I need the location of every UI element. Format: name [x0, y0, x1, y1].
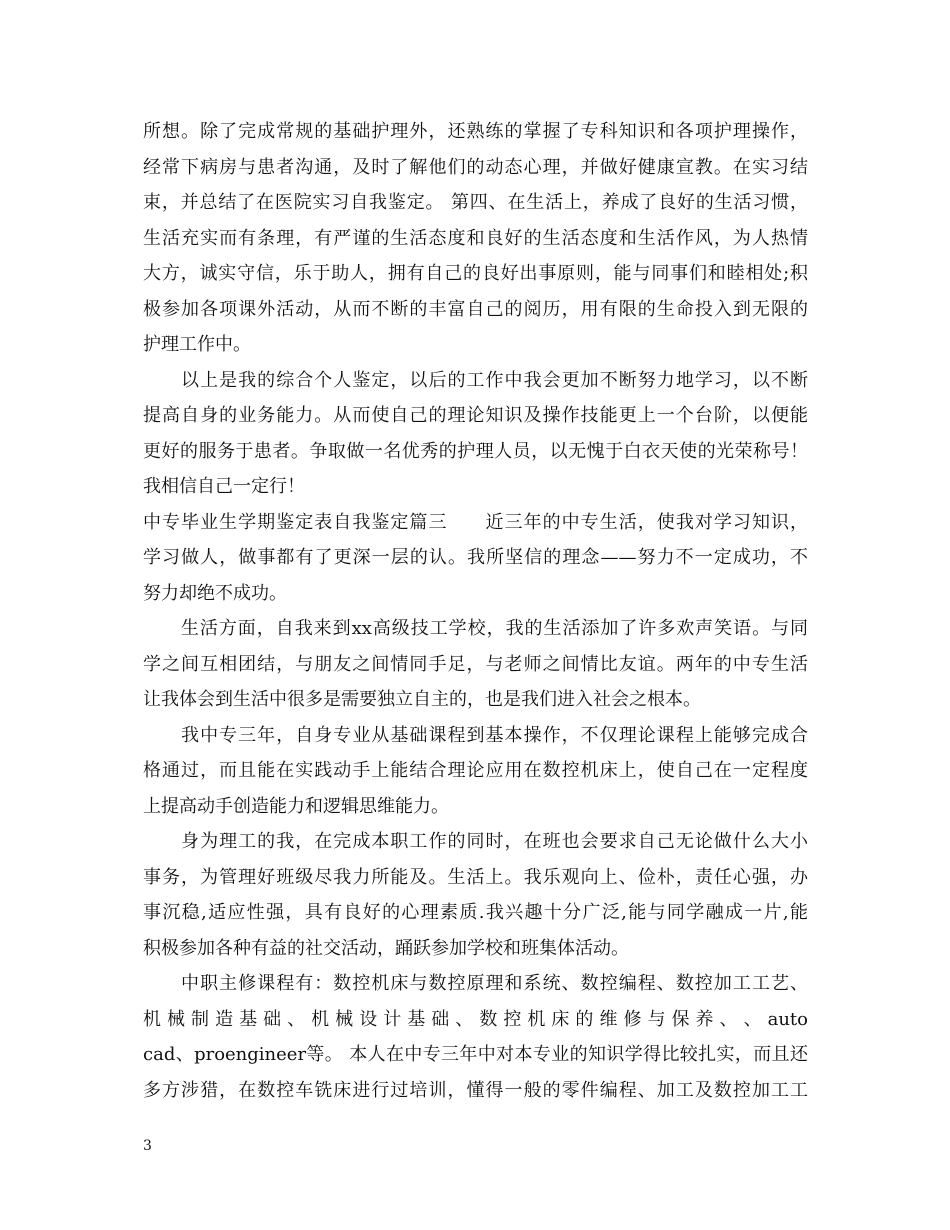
- text-line: 机 械 制 造 基 础 、 机 械 设 计 基 础 、 数 控 机 床 的 维 修 与 保 养 、 、 auto: [143, 1008, 808, 1030]
- text-line: 我中专三年，自身专业从基础课程到基本操作，不仅理论课程上能够完成合: [143, 724, 808, 746]
- text-line: 更好的服务于患者。争取做一名优秀的护理人员，以无愧于白衣天使的光荣称号！: [143, 440, 808, 462]
- text-line: 护理工作中。: [143, 334, 251, 355]
- text-line: 以上是我的综合个人鉴定，以后的工作中我会更加不断努力地学习，以不断: [143, 369, 808, 391]
- text-line: 提高自身的业务能力。从而使自己的理论知识及操作技能更上一个台阶，以便能: [143, 405, 808, 426]
- text-line: 上提高动手创造能力和逻辑思维能力。: [143, 795, 449, 817]
- text-line: 极参加各项课外活动，从而不断的丰富自己的阅历，用有限的生命投入到无限的: [143, 298, 808, 320]
- text-line: 身为理工的我，在完成本职工作的同时，在班也会要求自己无论做什么大小: [143, 831, 808, 852]
- text-line: 所想。除了完成常规的基础护理外，还熟练的掌握了专科知识和各项护理操作，: [143, 121, 808, 142]
- text-line: cad、proengineer等。 本人在中专三年中对本专业的知识学得比较扎实，而且还: [143, 1044, 808, 1065]
- text-line: 经常下病房与患者沟通，及时了解他们的动态心理，并做好健康宣教。在实习结: [143, 156, 808, 178]
- text-line: 事沉稳,适应性强，具有良好的心理素质.我兴趣十分广泛,能与同学融成一片,能: [143, 902, 808, 923]
- text-line: 事务，为管理好班级尽我力所能及。生活上。我乐观向上、俭朴，责任心强，办: [143, 866, 808, 888]
- text-line: 束，并总结了在医院实习自我鉴定。 第四、在生活上，养成了良好的生活习惯，: [143, 192, 808, 213]
- text-line: 中专毕业生学期鉴定表自我鉴定篇三 近三年的中专生活，使我对学习知识，: [143, 511, 808, 533]
- text-line: 大方，诚实守信，乐于助人，拥有自己的良好出事原则，能与同事们和睦相处;积: [143, 263, 808, 284]
- text-line: 生活方面，自我来到xx高级技工学校，我的生活添加了许多欢声笑语。与同: [143, 618, 808, 639]
- body-text: [143, 114, 808, 1108]
- text-line: 多方涉猎，在数控车铣床进行过培训，懂得一般的零件编程、加工及数控加工工: [143, 1079, 808, 1101]
- text-line: 中职主修课程有：数控机床与数控原理和系统、数控编程、数控加工工艺、: [143, 973, 808, 994]
- text-line: 让我体会到生活中很多是需要独立自主的，也是我们进入社会之根本。: [143, 689, 701, 710]
- text-line: 格通过，而且能在实践动手上能结合理论应用在数控机床上，使自己在一定程度: [143, 760, 808, 781]
- text-line: 努力却绝不成功。: [143, 582, 287, 604]
- text-line: 积极参加各种有益的社交活动，踊跃参加学校和班集体活动。: [143, 937, 629, 959]
- page-number: 3: [143, 1138, 152, 1154]
- text-line: 学之间互相团结，与朋友之间情同手足，与老师之间情比友谊。两年的中专生活: [143, 653, 808, 675]
- text-line: 我相信自己一定行！: [143, 476, 305, 497]
- text-line: 生活充实而有条理，有严谨的生活态度和良好的生活态度和生活作风，为人热情: [143, 227, 808, 249]
- text-line: 学习做人，做事都有了更深一层的认。我所坚信的理念——努力不一定成功，不: [143, 547, 808, 568]
